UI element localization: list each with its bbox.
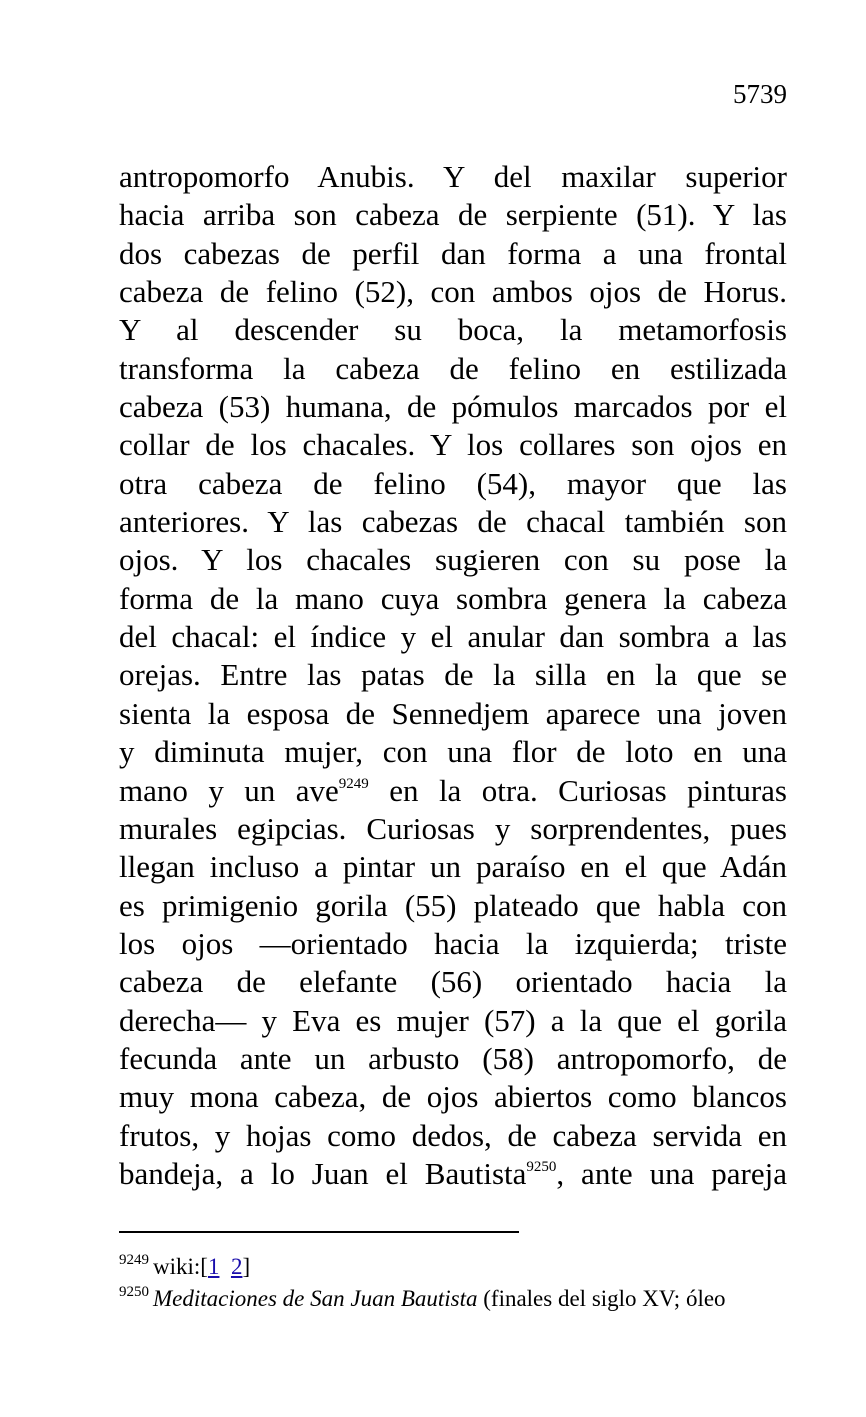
footnote-ref-9250[interactable]: 9250 [526, 1158, 557, 1175]
text-line: anteriores. Y las cabezas de chacal también son [119, 504, 787, 540]
text-line-with-footnote-ref [119, 1155, 787, 1193]
footnote-text: ] [242, 1254, 251, 1279]
footnote-title: Meditaciones de San Juan Bautista [153, 1286, 478, 1311]
text-line: hacia arriba son cabeza de serpiente (51). Y las [119, 197, 787, 233]
text-line: derecha— y Eva es mujer (57) a la que el gorila [119, 1002, 787, 1038]
footnote-link-2[interactable]: 2 [230, 1254, 243, 1279]
text-line: otra cabeza de felino (54), mayor que las [119, 465, 787, 501]
text-line: cabeza (53) humana, de pómulos marcados por el [119, 389, 787, 425]
text-line: antropomorfo Anubis. Y del maxilar superior [119, 159, 787, 194]
footnote-text: (finales del siglo XV; óleo [477, 1286, 726, 1311]
text-segment: bandeja, a lo Juan el Bautista [119, 1155, 527, 1191]
text-line: frutos, y hojas como dedos, de cabeza servida en [119, 1117, 787, 1153]
text-line: orejas. Entre las patas de la silla en la que se [119, 657, 787, 693]
text-line: es primigenio gorila (55) plateado que habla con [119, 887, 787, 923]
text-line: del chacal: el índice y el anular dan sombra a las [119, 619, 787, 655]
text-line: cabeza de elefante (56) orientado hacia la [119, 964, 787, 1000]
footnote-9250 [119, 1285, 789, 1316]
text-segment: mano y un ave [119, 772, 339, 808]
text-line: ojos. Y los chacales sugieren con su pose la [119, 542, 787, 578]
body-text [119, 158, 787, 1193]
text-line: llegan incluso a pintar un paraíso en el que Adán [119, 849, 787, 885]
text-line: transforma la cabeza de felino en estilizada [119, 350, 787, 386]
footnote-text: wiki:[ [153, 1254, 208, 1279]
footnote-number: 9250 [119, 1284, 149, 1300]
text-line: muy mona cabeza, de ojos abiertos como blancos [119, 1079, 787, 1115]
footnote-link-1[interactable]: 1 [207, 1254, 220, 1279]
text-line: forma de la mano cuya sombra genera la cabeza [119, 580, 787, 616]
footnote-number: 9249 [119, 1252, 149, 1268]
text-line: sienta la esposa de Sennedjem aparece una joven [119, 695, 787, 731]
footnote-9249 [119, 1253, 789, 1284]
text-line: cabeza de felino (52), con ambos ojos de Horus. [119, 274, 787, 310]
text-line: murales egipcias. Curiosas y sorprendentes, pues [119, 810, 787, 846]
text-line: los ojos —orientado hacia la izquierda; triste [119, 925, 787, 961]
page-number: 5739 [733, 79, 787, 109]
text-line: collar de los chacales. Y los collares son ojos en [119, 427, 787, 463]
text-line: fecunda ante un arbusto (58) antropomorfo, de [119, 1040, 787, 1076]
footnote-separator [119, 1231, 519, 1233]
text-segment: en la otra. Curiosas pinturas [368, 772, 787, 808]
text-line-with-footnote-ref [119, 772, 787, 810]
text-line: y diminuta mujer, con una flor de loto en una [119, 734, 787, 770]
text-line: dos cabezas de perfil dan forma a una frontal [119, 235, 787, 271]
text-segment: , ante una pareja [556, 1155, 787, 1191]
text-line: Y al descender su boca, la metamorfosis [119, 312, 787, 348]
footnote-ref-9249[interactable]: 9249 [338, 775, 369, 792]
